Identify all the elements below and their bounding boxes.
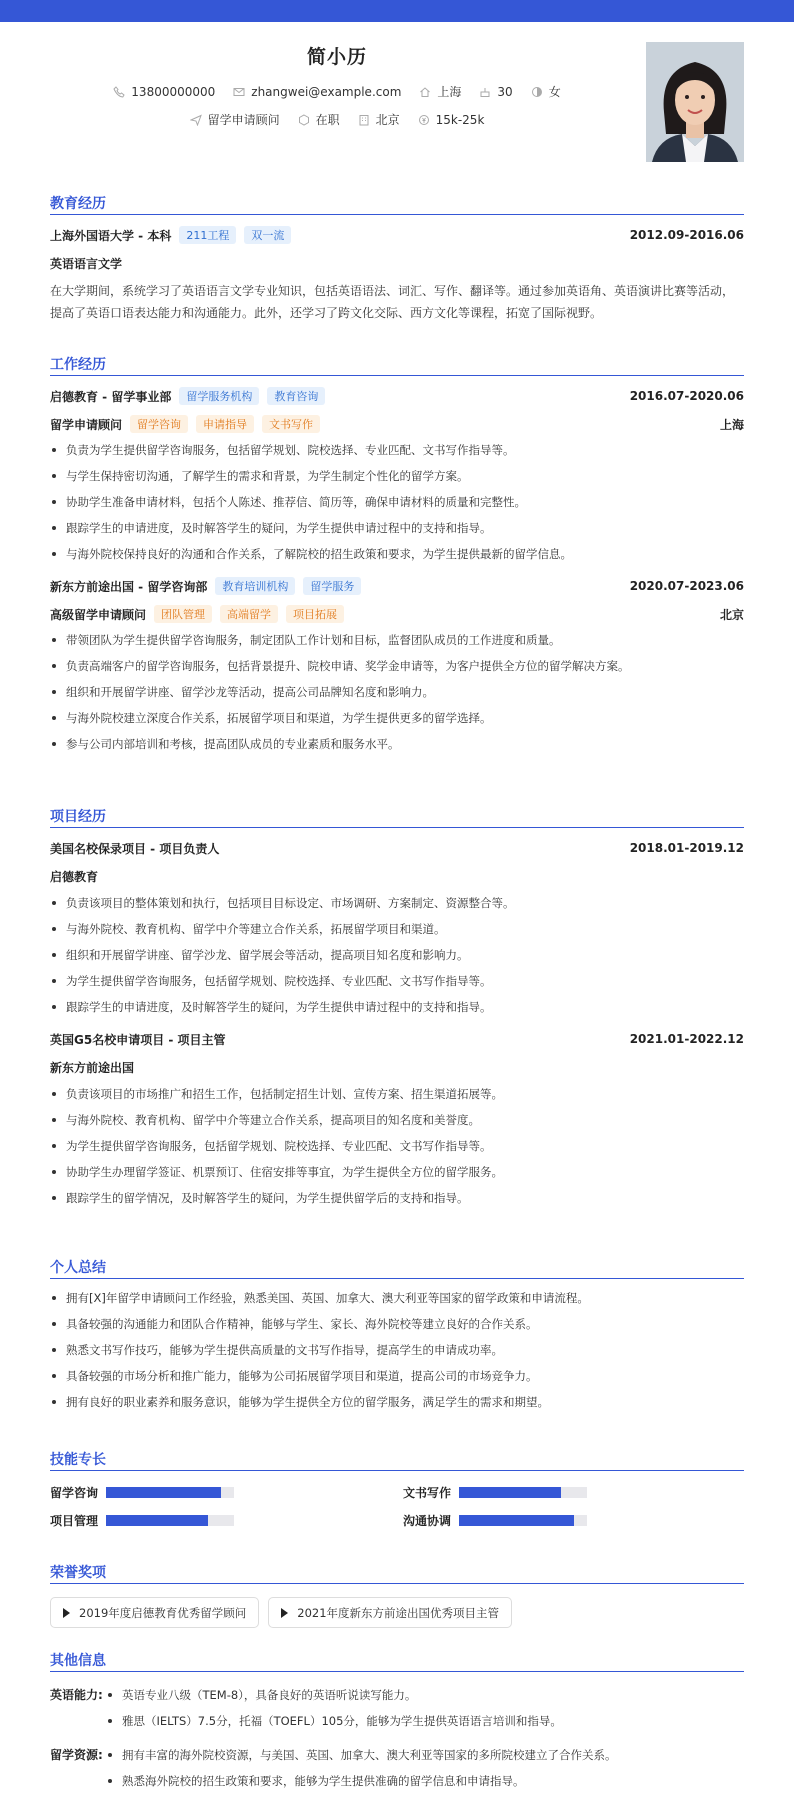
play-triangle-icon bbox=[63, 1608, 70, 1618]
education-description: 在大学期间，系统学习了英语语言文学专业知识，包括英语语法、词汇、写作、翻译等。通过参加英语角、英语演讲比赛等活动，提高了英语口语表达能力和沟通能力。此外，还学习了跨文化交际、西方文化等课程，拓宽了国际视野。 bbox=[50, 284, 735, 320]
education-entry-head bbox=[50, 225, 744, 245]
city-text: 上海 bbox=[437, 85, 462, 99]
list-item: 拥有良好的职业素养和服务意识，能够为学生提供全方位的留学服务，满足学生的需求和期望。 bbox=[50, 1389, 744, 1415]
work-section bbox=[50, 354, 744, 757]
project-entry-head bbox=[50, 838, 744, 858]
cake-icon bbox=[479, 86, 491, 98]
status-text: 在职 bbox=[315, 113, 340, 127]
job-tag: 团队管理 bbox=[154, 605, 212, 623]
skill-name: 留学咨询 bbox=[50, 1485, 99, 1500]
money-icon bbox=[418, 114, 430, 126]
major-name: 英语语言文学 bbox=[50, 257, 123, 271]
status-item bbox=[298, 111, 340, 128]
contact-row bbox=[0, 83, 674, 100]
section-title-education: 教育经历 bbox=[50, 193, 744, 215]
list-item: 为学生提供留学咨询服务，包括留学规划、院校选择、专业匹配、文书写作指导等。 bbox=[50, 968, 744, 994]
job-tag: 申请指导 bbox=[196, 415, 254, 433]
list-item: 带领团队为学生提供留学咨询服务，制定团队工作计划和目标，监督团队成员的工作进度和质量。 bbox=[50, 627, 744, 653]
work-date: 2016.07-2020.06 bbox=[629, 389, 744, 403]
company-tag: 留学服务 bbox=[303, 577, 361, 595]
phone-icon bbox=[113, 86, 125, 98]
work-title-row bbox=[50, 414, 744, 434]
list-item: 协助学生准备申请材料，包括个人陈述、推荐信、简历等，确保申请材料的质量和完整性。 bbox=[50, 489, 744, 515]
job-tag: 项目拓展 bbox=[286, 605, 344, 623]
other-group bbox=[50, 1742, 744, 1794]
job-tag: 高端留学 bbox=[220, 605, 278, 623]
work-duties-list bbox=[50, 627, 744, 757]
skill-item bbox=[50, 1513, 403, 1527]
work-entry-head bbox=[50, 386, 744, 406]
list-item: 拥有丰富的海外院校资源，与美国、英国、加拿大、澳大利亚等国家的多所院校建立了合作关系。 bbox=[106, 1742, 617, 1768]
job-title: 高级留学申请顾问 bbox=[50, 607, 147, 622]
gender-icon bbox=[531, 86, 543, 98]
top-accent-bar bbox=[0, 0, 794, 22]
skill-bar-fill bbox=[106, 1515, 208, 1526]
skill-bar-fill bbox=[106, 1487, 221, 1498]
job-tag: 文书写作 bbox=[262, 415, 320, 433]
skill-name: 沟通协调 bbox=[403, 1513, 452, 1528]
list-item: 负责该项目的市场推广和招生工作，包括制定招生计划、宣传方案、招生渠道拓展等。 bbox=[50, 1081, 744, 1107]
list-item: 熟悉海外院校的招生政策和要求，能够为学生提供准确的留学信息和申请指导。 bbox=[106, 1768, 617, 1794]
gender-text: 女 bbox=[548, 85, 561, 99]
project-name: 美国名校保录项目 - 项目负责人 bbox=[50, 841, 220, 856]
send-icon bbox=[190, 114, 202, 126]
list-item: 英语专业八级（TEM-8），具备良好的英语听说读写能力。 bbox=[106, 1682, 562, 1708]
skill-item bbox=[50, 1485, 403, 1499]
school-tag: 双一流 bbox=[244, 226, 291, 244]
work-location: 北京 bbox=[719, 607, 744, 622]
skill-bar bbox=[459, 1515, 587, 1526]
project-duties-list bbox=[50, 1081, 744, 1211]
section-title-awards: 荣誉奖项 bbox=[50, 1562, 744, 1584]
mail-icon bbox=[233, 86, 245, 98]
list-item: 跟踪学生的申请进度，及时解答学生的疑问，为学生提供申请过程中的支持和指导。 bbox=[50, 515, 744, 541]
position-text: 留学申请顾问 bbox=[207, 113, 280, 127]
candidate-name: 简小历 bbox=[306, 46, 367, 68]
school-tag: 211工程 bbox=[179, 226, 236, 244]
skill-bar-fill bbox=[459, 1487, 561, 1498]
skill-name: 文书写作 bbox=[403, 1485, 452, 1500]
salary-text: 15k-25k bbox=[435, 112, 485, 127]
school-name: 上海外国语大学 - 本科 bbox=[50, 228, 172, 243]
skill-item bbox=[403, 1513, 744, 1527]
list-item: 与海外院校建立深度合作关系，拓展留学项目和渠道，为学生提供更多的留学选择。 bbox=[50, 705, 744, 731]
education-section bbox=[50, 193, 744, 324]
list-item: 雅思（IELTS）7.5分，托福（TOEFL）105分，能够为学生提供英语语言培训和指导。 bbox=[106, 1708, 562, 1734]
skills-grid bbox=[50, 1485, 744, 1527]
list-item: 与海外院校、教育机构、留学中介等建立合作关系，提高项目的知名度和美誉度。 bbox=[50, 1107, 744, 1133]
project-duties-list bbox=[50, 890, 744, 1020]
list-item: 熟悉文书写作技巧，能够为学生提供高质量的文书写作指导，提高学生的申请成功率。 bbox=[50, 1337, 744, 1363]
work-date: 2020.07-2023.06 bbox=[629, 579, 744, 593]
skill-bar bbox=[106, 1487, 234, 1498]
skill-bar bbox=[459, 1487, 587, 1498]
list-item: 负责高端客户的留学咨询服务，包括背景提升、院校申请、奖学金申请等，为客户提供全方位的留学解决方案。 bbox=[50, 653, 744, 679]
work-location: 上海 bbox=[719, 417, 744, 432]
project-org: 新东方前途出国 bbox=[50, 1061, 135, 1075]
company-name: 启德教育 - 留学事业部 bbox=[50, 389, 172, 404]
age-text: 30 bbox=[497, 84, 513, 99]
company-tag: 教育培训机构 bbox=[215, 577, 295, 595]
skill-item bbox=[403, 1485, 744, 1499]
city-item bbox=[419, 83, 461, 100]
skill-bar bbox=[106, 1515, 234, 1526]
company-name: 新东方前途出国 - 留学咨询部 bbox=[50, 579, 208, 594]
list-item: 与学生保持密切沟通，了解学生的需求和背景，为学生制定个性化的留学方案。 bbox=[50, 463, 744, 489]
work-duties-list bbox=[50, 437, 744, 567]
summary-list bbox=[50, 1285, 744, 1415]
education-date: 2012.09-2016.06 bbox=[629, 228, 744, 242]
work-entry-head bbox=[50, 576, 744, 596]
other-list bbox=[106, 1682, 562, 1734]
skills-section bbox=[50, 1449, 744, 1527]
list-item: 组织和开展留学讲座、留学沙龙等活动，提高公司品牌知名度和影响力。 bbox=[50, 679, 744, 705]
section-title-work: 工作经历 bbox=[50, 354, 744, 376]
job-title: 留学申请顾问 bbox=[50, 417, 123, 432]
job-tag: 留学咨询 bbox=[130, 415, 188, 433]
list-item: 负责为学生提供留学咨询服务，包括留学规划、院校选择、专业匹配、文书写作指导等。 bbox=[50, 437, 744, 463]
list-item: 拥有[X]年留学申请顾问工作经验，熟悉美国、英国、加拿大、澳大利亚等国家的留学政策和申请流程。 bbox=[50, 1285, 744, 1311]
list-item: 参与公司内部培训和考核，提高团队成员的专业素质和服务水平。 bbox=[50, 731, 744, 757]
phone-item bbox=[113, 83, 215, 100]
target-city-text: 北京 bbox=[375, 113, 400, 127]
company-tag: 留学服务机构 bbox=[179, 387, 259, 405]
award-text: 2019年度启德教育优秀留学顾问 bbox=[79, 1605, 247, 1620]
award-item bbox=[268, 1597, 512, 1628]
list-item: 为学生提供留学咨询服务，包括留学规划、院校选择、专业匹配、文书写作指导等。 bbox=[50, 1133, 744, 1159]
project-name: 英国G5名校申请项目 - 项目主管 bbox=[50, 1032, 226, 1047]
section-title-skills: 技能专长 bbox=[50, 1449, 744, 1471]
skill-bar-fill bbox=[459, 1515, 574, 1526]
company-tag: 教育咨询 bbox=[267, 387, 325, 405]
home-icon bbox=[419, 86, 431, 98]
target-city-item bbox=[358, 111, 400, 128]
award-item bbox=[50, 1597, 259, 1628]
email-text: zhangwei@example.com bbox=[251, 84, 402, 99]
status-icon bbox=[298, 114, 310, 126]
section-title-projects: 项目经历 bbox=[50, 806, 744, 828]
list-item: 协助学生办理留学签证、机票预订、住宿安排等事宜，为学生提供全方位的留学服务。 bbox=[50, 1159, 744, 1185]
award-text: 2021年度新东方前途出国优秀项目主管 bbox=[297, 1605, 500, 1620]
profile-photo bbox=[646, 42, 744, 162]
salary-item bbox=[418, 111, 485, 128]
list-item: 跟踪学生的留学情况，及时解答学生的疑问，为学生提供留学后的支持和指导。 bbox=[50, 1185, 744, 1211]
work-title-row bbox=[50, 604, 744, 624]
list-item: 跟踪学生的申请进度，及时解答学生的疑问，为学生提供申请过程中的支持和指导。 bbox=[50, 994, 744, 1020]
project-date: 2021.01-2022.12 bbox=[629, 1032, 744, 1046]
awards-list bbox=[50, 1597, 744, 1628]
resume-header bbox=[0, 22, 794, 182]
job-intent-row bbox=[0, 111, 674, 128]
list-item: 与海外院校保持良好的沟通和合作关系，了解院校的招生政策和要求，为学生提供最新的留学信息。 bbox=[50, 541, 744, 567]
phone-text: 13800000000 bbox=[131, 84, 216, 99]
skill-name: 项目管理 bbox=[50, 1513, 99, 1528]
project-org: 启德教育 bbox=[50, 870, 99, 884]
project-date: 2018.01-2019.12 bbox=[629, 841, 744, 855]
list-item: 负责该项目的整体策划和执行，包括项目目标设定、市场调研、方案制定、资源整合等。 bbox=[50, 890, 744, 916]
position-item bbox=[190, 111, 280, 128]
list-item: 组织和开展留学讲座、留学沙龙、留学展会等活动，提高项目知名度和影响力。 bbox=[50, 942, 744, 968]
section-title-other: 其他信息 bbox=[50, 1650, 744, 1672]
age-item bbox=[479, 83, 512, 100]
awards-section bbox=[50, 1562, 744, 1628]
list-item: 与海外院校、教育机构、留学中介等建立合作关系，拓展留学项目和渠道。 bbox=[50, 916, 744, 942]
list-item: 具备较强的沟通能力和团队合作精神，能够与学生、家长、海外院校等建立良好的合作关系。 bbox=[50, 1311, 744, 1337]
summary-section bbox=[50, 1257, 744, 1415]
project-entry-head bbox=[50, 1029, 744, 1049]
section-title-summary: 个人总结 bbox=[50, 1257, 744, 1279]
other-list bbox=[106, 1742, 617, 1794]
gender-item bbox=[531, 83, 561, 100]
projects-section bbox=[50, 806, 744, 1211]
other-section bbox=[50, 1650, 744, 1794]
email-item bbox=[233, 83, 401, 100]
other-label: 留学资源: bbox=[50, 1748, 103, 1762]
other-label: 英语能力: bbox=[50, 1688, 103, 1702]
other-group bbox=[50, 1682, 744, 1734]
play-triangle-icon bbox=[281, 1608, 288, 1618]
building-icon bbox=[358, 114, 370, 126]
list-item: 具备较强的市场分析和推广能力，能够为公司拓展留学项目和渠道，提高公司的市场竞争力。 bbox=[50, 1363, 744, 1389]
